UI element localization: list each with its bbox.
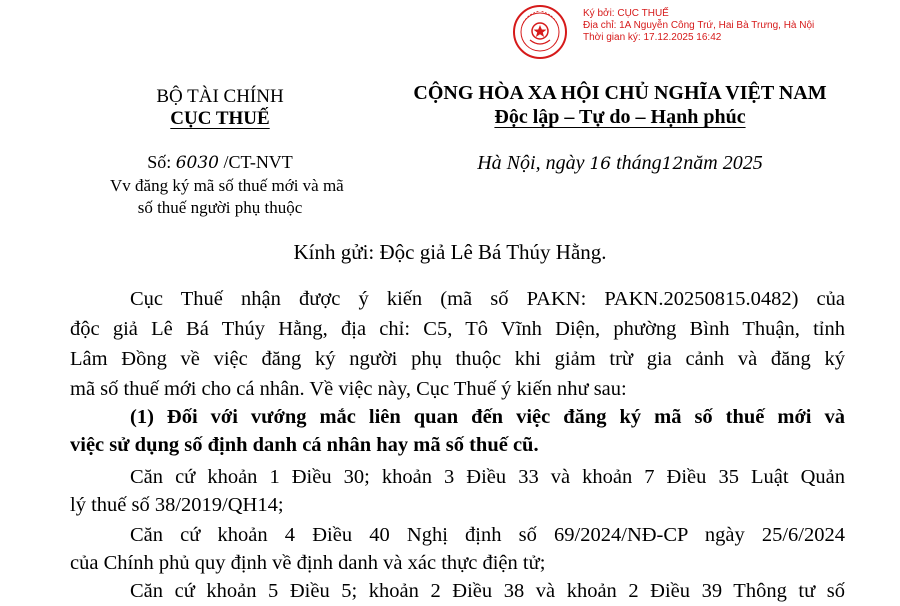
paragraph-2-line-1: Căn cứ khoản 1 Điều 30; khoản 3 Điều 33 và khoản 7 Điều 35 Luật Quản: [130, 466, 845, 488]
country-name: CỘNG HÒA XA HỘI CHỦ NGHĨA VIỆT NAM: [413, 82, 827, 104]
official-seal-icon: [512, 4, 568, 60]
document-number-prefix: Số:: [147, 152, 172, 172]
subject-line-1: Vv đăng ký mã số thuế mới và mã: [110, 176, 344, 195]
paragraph-1-line-1: Cục Thuế nhận được ý kiến (mã số PAKN: PAKN.20250815.0482) của: [130, 288, 845, 310]
signature-address: Địa chỉ: 1A Nguyễn Công Trứ, Hai Bà Trưng, Hà Nội: [583, 20, 815, 31]
paragraph-3-line-1: Căn cứ khoản 4 Điều 40 Nghị định số 69/2024/NĐ-CP ngày 25/6/2024: [130, 524, 845, 546]
subject-line-2: số thuế người phụ thuộc: [137, 198, 303, 217]
motto: Độc lập – Tự do – Hạnh phúc: [494, 106, 746, 128]
document-number-suffix: /CT-NVT: [223, 152, 293, 172]
paragraph-1-line-4: mã số thuế mới cho cá nhân. Về việc này, Cục Thuế ý kiến như sau:: [70, 378, 627, 400]
agency-name-wrap: [110, 108, 330, 130]
motto-wrap: [370, 106, 870, 129]
paragraph-1-line-3: Lâm Đồng về việc đăng ký người phụ thuộc khi giảm trừ gia cảnh và đăng ký: [70, 348, 845, 370]
date-prefix: Hà Nội, ngày: [477, 152, 585, 174]
document-number: [110, 152, 330, 173]
date-line: [370, 152, 870, 175]
document-number-handwritten: 6030: [175, 153, 219, 173]
paragraph-1-line-2: độc giả Lê Bá Thúy Hằng, địa chỉ: C5, Tô Vĩnh Diện, phường Bình Thuận, tỉnh: [70, 318, 845, 340]
paragraph-2-line-2: lý thuế số 38/2019/QH14;: [70, 494, 284, 516]
signature-signed-by: Ký bởi: CỤC THUẾ: [583, 8, 669, 19]
date-month-label: tháng: [616, 152, 662, 174]
signature-time: Thời gian ký: 17.12.2025 16:42: [583, 32, 722, 43]
date-month-handwritten: 12: [661, 154, 684, 174]
paragraph-3-line-2: của Chính phủ quy định về định danh và xác thực điện tử;: [70, 552, 546, 574]
section-1-heading-line-2: việc sử dụng số định danh cá nhân hay mã số thuế cũ.: [70, 434, 539, 456]
addressee: Kính gửi: Độc giả Lê Bá Thúy Hằng.: [293, 240, 607, 264]
ministry-name: BỘ TÀI CHÍNH: [156, 86, 284, 107]
paragraph-4-line-1: Căn cứ khoản 5 Điều 5; khoản 2 Điều 38 và khoản 2 Điều 39 Thông tư số: [130, 580, 845, 602]
date-year: năm 2025: [683, 152, 763, 174]
date-day-handwritten: 16: [589, 154, 612, 174]
agency-name: CỤC THUẾ: [170, 108, 270, 129]
section-1-heading-line-1: (1) Đối với vướng mắc liên quan đến việc đăng ký mã số thuế mới và: [130, 406, 845, 428]
